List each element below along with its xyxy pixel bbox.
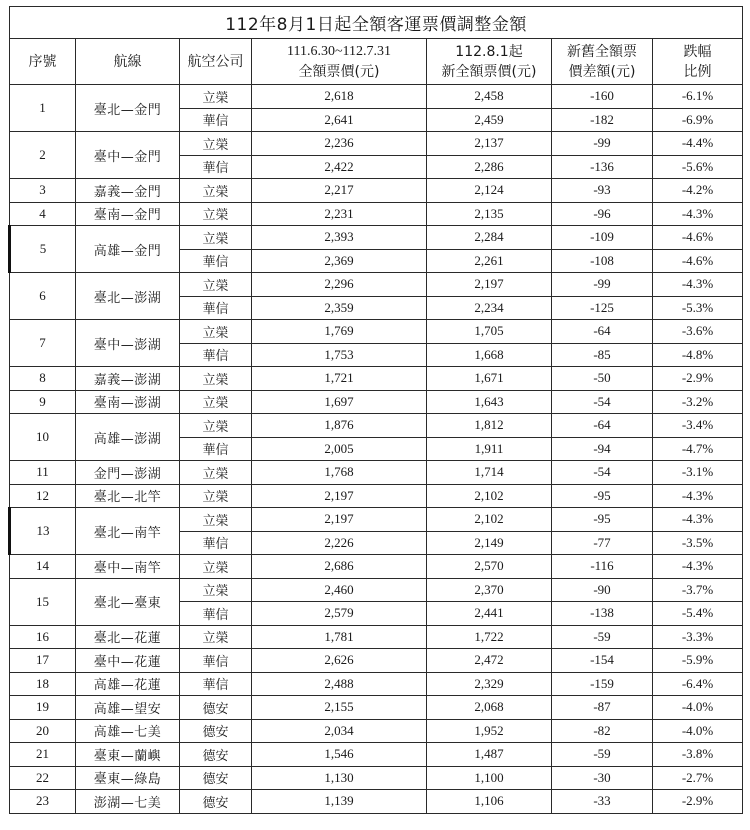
airline-cell: 德安 <box>180 743 252 767</box>
old-fare-cell: 1,768 <box>252 461 427 485</box>
header-decline-line2: 比例 <box>683 63 712 80</box>
seq-cell: 9 <box>10 390 76 414</box>
seq-cell: 5 <box>10 226 76 273</box>
table-row <box>10 461 743 485</box>
header-difference-line1: 新舊全額票 <box>567 43 637 60</box>
table-row <box>10 484 743 508</box>
airline-cell: 華信 <box>180 296 252 320</box>
difference-cell: -136 <box>552 155 653 179</box>
difference-cell: -54 <box>552 461 653 485</box>
decline-ratio-cell: -2.7% <box>653 766 743 790</box>
new-fare-cell: 2,286 <box>427 155 552 179</box>
decline-ratio-cell: -4.7% <box>653 437 743 461</box>
old-fare-cell: 1,753 <box>252 343 427 367</box>
airline-cell: 立榮 <box>180 226 252 250</box>
route-cell: 臺北—澎湖 <box>76 273 180 320</box>
route-cell: 臺北—臺東 <box>76 578 180 625</box>
table-title: 112年8月1日起全額客運票價調整金額 <box>10 7 743 39</box>
decline-ratio-cell: -3.3% <box>653 625 743 649</box>
route-cell: 臺北—南竿 <box>76 508 180 555</box>
table-row <box>10 719 743 743</box>
new-fare-cell: 1,106 <box>427 790 552 814</box>
header-new-fare <box>427 39 552 85</box>
new-fare-cell: 2,284 <box>427 226 552 250</box>
old-fare-cell: 2,359 <box>252 296 427 320</box>
fare-table <box>8 6 743 814</box>
seq-cell: 18 <box>10 672 76 696</box>
decline-ratio-cell: -3.6% <box>653 320 743 344</box>
header-seq: 序號 <box>10 39 76 85</box>
decline-ratio-cell: -4.4% <box>653 132 743 156</box>
new-fare-cell: 1,705 <box>427 320 552 344</box>
decline-ratio-cell: -5.3% <box>653 296 743 320</box>
table-row <box>10 766 743 790</box>
table-row <box>10 578 743 602</box>
seq-cell: 20 <box>10 719 76 743</box>
seq-cell: 19 <box>10 696 76 720</box>
table-row <box>10 649 743 673</box>
decline-ratio-cell: -6.1% <box>653 85 743 109</box>
airline-cell: 立榮 <box>180 273 252 297</box>
seq-cell: 13 <box>10 508 76 555</box>
decline-ratio-cell: -4.0% <box>653 719 743 743</box>
old-fare-cell: 2,618 <box>252 85 427 109</box>
old-fare-cell: 2,034 <box>252 719 427 743</box>
difference-cell: -109 <box>552 226 653 250</box>
new-fare-cell: 2,370 <box>427 578 552 602</box>
route-cell: 金門—澎湖 <box>76 461 180 485</box>
airline-cell: 立榮 <box>180 390 252 414</box>
old-fare-cell: 2,296 <box>252 273 427 297</box>
table-row <box>10 179 743 203</box>
route-cell: 臺北—金門 <box>76 85 180 132</box>
route-cell: 高雄—望安 <box>76 696 180 720</box>
decline-ratio-cell: -5.9% <box>653 649 743 673</box>
old-fare-cell: 1,781 <box>252 625 427 649</box>
decline-ratio-cell: -4.6% <box>653 249 743 273</box>
difference-cell: -33 <box>552 790 653 814</box>
airline-cell: 華信 <box>180 672 252 696</box>
seq-cell: 4 <box>10 202 76 226</box>
airline-cell: 華信 <box>180 249 252 273</box>
new-fare-cell: 1,714 <box>427 461 552 485</box>
difference-cell: -87 <box>552 696 653 720</box>
new-fare-cell: 2,149 <box>427 531 552 555</box>
difference-cell: -99 <box>552 132 653 156</box>
seq-cell: 1 <box>10 85 76 132</box>
new-fare-cell: 2,472 <box>427 649 552 673</box>
decline-ratio-cell: -3.4% <box>653 414 743 438</box>
airline-cell: 華信 <box>180 531 252 555</box>
decline-ratio-cell: -4.3% <box>653 555 743 579</box>
route-cell: 臺東—綠島 <box>76 766 180 790</box>
airline-cell: 立榮 <box>180 367 252 391</box>
fare-adjustment-document <box>8 6 741 814</box>
route-cell: 臺南—澎湖 <box>76 390 180 414</box>
airline-cell: 華信 <box>180 155 252 179</box>
airline-cell: 立榮 <box>180 132 252 156</box>
route-cell: 臺東—蘭嶼 <box>76 743 180 767</box>
route-cell: 臺北—北竿 <box>76 484 180 508</box>
old-fare-cell: 1,769 <box>252 320 427 344</box>
header-route: 航線 <box>76 39 180 85</box>
difference-cell: -54 <box>552 390 653 414</box>
old-fare-cell: 2,005 <box>252 437 427 461</box>
new-fare-cell: 2,458 <box>427 85 552 109</box>
seq-cell: 7 <box>10 320 76 367</box>
decline-ratio-cell: -4.3% <box>653 484 743 508</box>
difference-cell: -160 <box>552 85 653 109</box>
decline-ratio-cell: -5.6% <box>653 155 743 179</box>
difference-cell: -82 <box>552 719 653 743</box>
decline-ratio-cell: -4.6% <box>653 226 743 250</box>
old-fare-cell: 2,626 <box>252 649 427 673</box>
difference-cell: -64 <box>552 320 653 344</box>
new-fare-cell: 1,487 <box>427 743 552 767</box>
seq-cell: 14 <box>10 555 76 579</box>
table-row <box>10 132 743 156</box>
new-fare-cell: 2,137 <box>427 132 552 156</box>
table-row <box>10 390 743 414</box>
route-cell: 臺中—澎湖 <box>76 320 180 367</box>
old-fare-cell: 2,641 <box>252 108 427 132</box>
table-row <box>10 273 743 297</box>
route-cell: 臺中—南竿 <box>76 555 180 579</box>
decline-ratio-cell: -3.2% <box>653 390 743 414</box>
difference-cell: -138 <box>552 602 653 626</box>
old-fare-cell: 1,721 <box>252 367 427 391</box>
old-fare-cell: 2,217 <box>252 179 427 203</box>
route-cell: 高雄—金門 <box>76 226 180 273</box>
airline-cell: 華信 <box>180 343 252 367</box>
table-row <box>10 743 743 767</box>
new-fare-cell: 1,952 <box>427 719 552 743</box>
seq-cell: 2 <box>10 132 76 179</box>
table-row <box>10 367 743 391</box>
airline-cell: 德安 <box>180 766 252 790</box>
old-fare-cell: 2,460 <box>252 578 427 602</box>
new-fare-cell: 1,668 <box>427 343 552 367</box>
airline-cell: 德安 <box>180 696 252 720</box>
airline-cell: 立榮 <box>180 320 252 344</box>
old-fare-cell: 2,369 <box>252 249 427 273</box>
route-cell: 臺中—金門 <box>76 132 180 179</box>
new-fare-cell: 1,722 <box>427 625 552 649</box>
new-fare-cell: 2,329 <box>427 672 552 696</box>
decline-ratio-cell: -3.8% <box>653 743 743 767</box>
decline-ratio-cell: -3.5% <box>653 531 743 555</box>
new-fare-cell: 2,124 <box>427 179 552 203</box>
old-fare-cell: 2,422 <box>252 155 427 179</box>
decline-ratio-cell: -4.3% <box>653 273 743 297</box>
header-difference-line2: 價差額(元) <box>568 63 636 80</box>
old-fare-cell: 1,130 <box>252 766 427 790</box>
new-fare-cell: 2,135 <box>427 202 552 226</box>
decline-ratio-cell: -2.9% <box>653 367 743 391</box>
airline-cell: 立榮 <box>180 555 252 579</box>
difference-cell: -99 <box>552 273 653 297</box>
airline-cell: 德安 <box>180 790 252 814</box>
table-row <box>10 672 743 696</box>
seq-cell: 11 <box>10 461 76 485</box>
seq-cell: 3 <box>10 179 76 203</box>
new-fare-cell: 2,570 <box>427 555 552 579</box>
route-cell: 澎湖—七美 <box>76 790 180 814</box>
new-fare-cell: 2,459 <box>427 108 552 132</box>
route-cell: 高雄—澎湖 <box>76 414 180 461</box>
new-fare-cell: 1,911 <box>427 437 552 461</box>
difference-cell: -154 <box>552 649 653 673</box>
difference-cell: -116 <box>552 555 653 579</box>
airline-cell: 華信 <box>180 437 252 461</box>
seq-cell: 6 <box>10 273 76 320</box>
airline-cell: 德安 <box>180 719 252 743</box>
seq-cell: 15 <box>10 578 76 625</box>
header-new-fare-date: 112.8.1起 <box>455 43 523 60</box>
seq-cell: 8 <box>10 367 76 391</box>
table-row <box>10 555 743 579</box>
airline-cell: 立榮 <box>180 179 252 203</box>
decline-ratio-cell: -4.8% <box>653 343 743 367</box>
seq-cell: 10 <box>10 414 76 461</box>
old-fare-cell: 2,197 <box>252 484 427 508</box>
decline-ratio-cell: -6.9% <box>653 108 743 132</box>
difference-cell: -59 <box>552 743 653 767</box>
airline-cell: 華信 <box>180 602 252 626</box>
header-old-fare <box>252 39 427 85</box>
airline-cell: 立榮 <box>180 484 252 508</box>
decline-ratio-cell: -5.4% <box>653 602 743 626</box>
decline-ratio-cell: -4.3% <box>653 508 743 532</box>
header-old-fare-label: 全額票價(元) <box>298 63 380 80</box>
difference-cell: -93 <box>552 179 653 203</box>
new-fare-cell: 1,100 <box>427 766 552 790</box>
airline-cell: 立榮 <box>180 414 252 438</box>
new-fare-cell: 2,102 <box>427 508 552 532</box>
old-fare-cell: 2,231 <box>252 202 427 226</box>
difference-cell: -95 <box>552 484 653 508</box>
decline-ratio-cell: -4.2% <box>653 179 743 203</box>
airline-cell: 立榮 <box>180 85 252 109</box>
old-fare-cell: 1,546 <box>252 743 427 767</box>
new-fare-cell: 2,197 <box>427 273 552 297</box>
header-decline-ratio <box>653 39 743 85</box>
new-fare-cell: 1,812 <box>427 414 552 438</box>
new-fare-cell: 2,102 <box>427 484 552 508</box>
decline-ratio-cell: -4.3% <box>653 202 743 226</box>
difference-cell: -159 <box>552 672 653 696</box>
difference-cell: -125 <box>552 296 653 320</box>
airline-cell: 華信 <box>180 649 252 673</box>
old-fare-cell: 1,876 <box>252 414 427 438</box>
new-fare-cell: 2,441 <box>427 602 552 626</box>
difference-cell: -94 <box>552 437 653 461</box>
table-row <box>10 202 743 226</box>
new-fare-cell: 2,234 <box>427 296 552 320</box>
header-decline-line1: 跌幅 <box>683 43 712 60</box>
new-fare-cell: 1,643 <box>427 390 552 414</box>
table-row <box>10 508 743 532</box>
header-new-fare-label: 新全額票價(元) <box>441 63 537 80</box>
new-fare-cell: 2,261 <box>427 249 552 273</box>
route-cell: 高雄—花蓮 <box>76 672 180 696</box>
seq-cell: 16 <box>10 625 76 649</box>
old-fare-cell: 2,488 <box>252 672 427 696</box>
airline-cell: 立榮 <box>180 461 252 485</box>
route-cell: 臺中—花蓮 <box>76 649 180 673</box>
decline-ratio-cell: -6.4% <box>653 672 743 696</box>
table-row <box>10 226 743 250</box>
airline-cell: 立榮 <box>180 578 252 602</box>
old-fare-cell: 1,697 <box>252 390 427 414</box>
airline-cell: 立榮 <box>180 202 252 226</box>
header-difference <box>552 39 653 85</box>
difference-cell: -30 <box>552 766 653 790</box>
seq-cell: 12 <box>10 484 76 508</box>
old-fare-cell: 2,155 <box>252 696 427 720</box>
route-cell: 嘉義—金門 <box>76 179 180 203</box>
old-fare-cell: 2,197 <box>252 508 427 532</box>
old-fare-cell: 2,236 <box>252 132 427 156</box>
fare-table-body <box>10 85 743 814</box>
table-row <box>10 320 743 344</box>
seq-cell: 23 <box>10 790 76 814</box>
old-fare-cell: 2,579 <box>252 602 427 626</box>
difference-cell: -95 <box>552 508 653 532</box>
header-airline: 航空公司 <box>180 39 252 85</box>
difference-cell: -90 <box>552 578 653 602</box>
table-row <box>10 414 743 438</box>
new-fare-cell: 1,671 <box>427 367 552 391</box>
difference-cell: -108 <box>552 249 653 273</box>
table-row <box>10 85 743 109</box>
table-row <box>10 625 743 649</box>
decline-ratio-cell: -4.0% <box>653 696 743 720</box>
seq-cell: 21 <box>10 743 76 767</box>
airline-cell: 立榮 <box>180 508 252 532</box>
seq-cell: 17 <box>10 649 76 673</box>
old-fare-cell: 2,226 <box>252 531 427 555</box>
old-fare-cell: 1,139 <box>252 790 427 814</box>
old-fare-cell: 2,686 <box>252 555 427 579</box>
table-row <box>10 696 743 720</box>
airline-cell: 立榮 <box>180 625 252 649</box>
difference-cell: -96 <box>552 202 653 226</box>
route-cell: 臺北—花蓮 <box>76 625 180 649</box>
old-fare-cell: 2,393 <box>252 226 427 250</box>
route-cell: 嘉義—澎湖 <box>76 367 180 391</box>
table-row <box>10 790 743 814</box>
route-cell: 高雄—七美 <box>76 719 180 743</box>
difference-cell: -77 <box>552 531 653 555</box>
difference-cell: -50 <box>552 367 653 391</box>
seq-cell: 22 <box>10 766 76 790</box>
difference-cell: -59 <box>552 625 653 649</box>
new-fare-cell: 2,068 <box>427 696 552 720</box>
decline-ratio-cell: -3.1% <box>653 461 743 485</box>
decline-ratio-cell: -2.9% <box>653 790 743 814</box>
difference-cell: -182 <box>552 108 653 132</box>
airline-cell: 華信 <box>180 108 252 132</box>
difference-cell: -85 <box>552 343 653 367</box>
header-old-fare-period: 111.6.30~112.7.31 <box>286 43 391 59</box>
decline-ratio-cell: -3.7% <box>653 578 743 602</box>
route-cell: 臺南—金門 <box>76 202 180 226</box>
difference-cell: -64 <box>552 414 653 438</box>
